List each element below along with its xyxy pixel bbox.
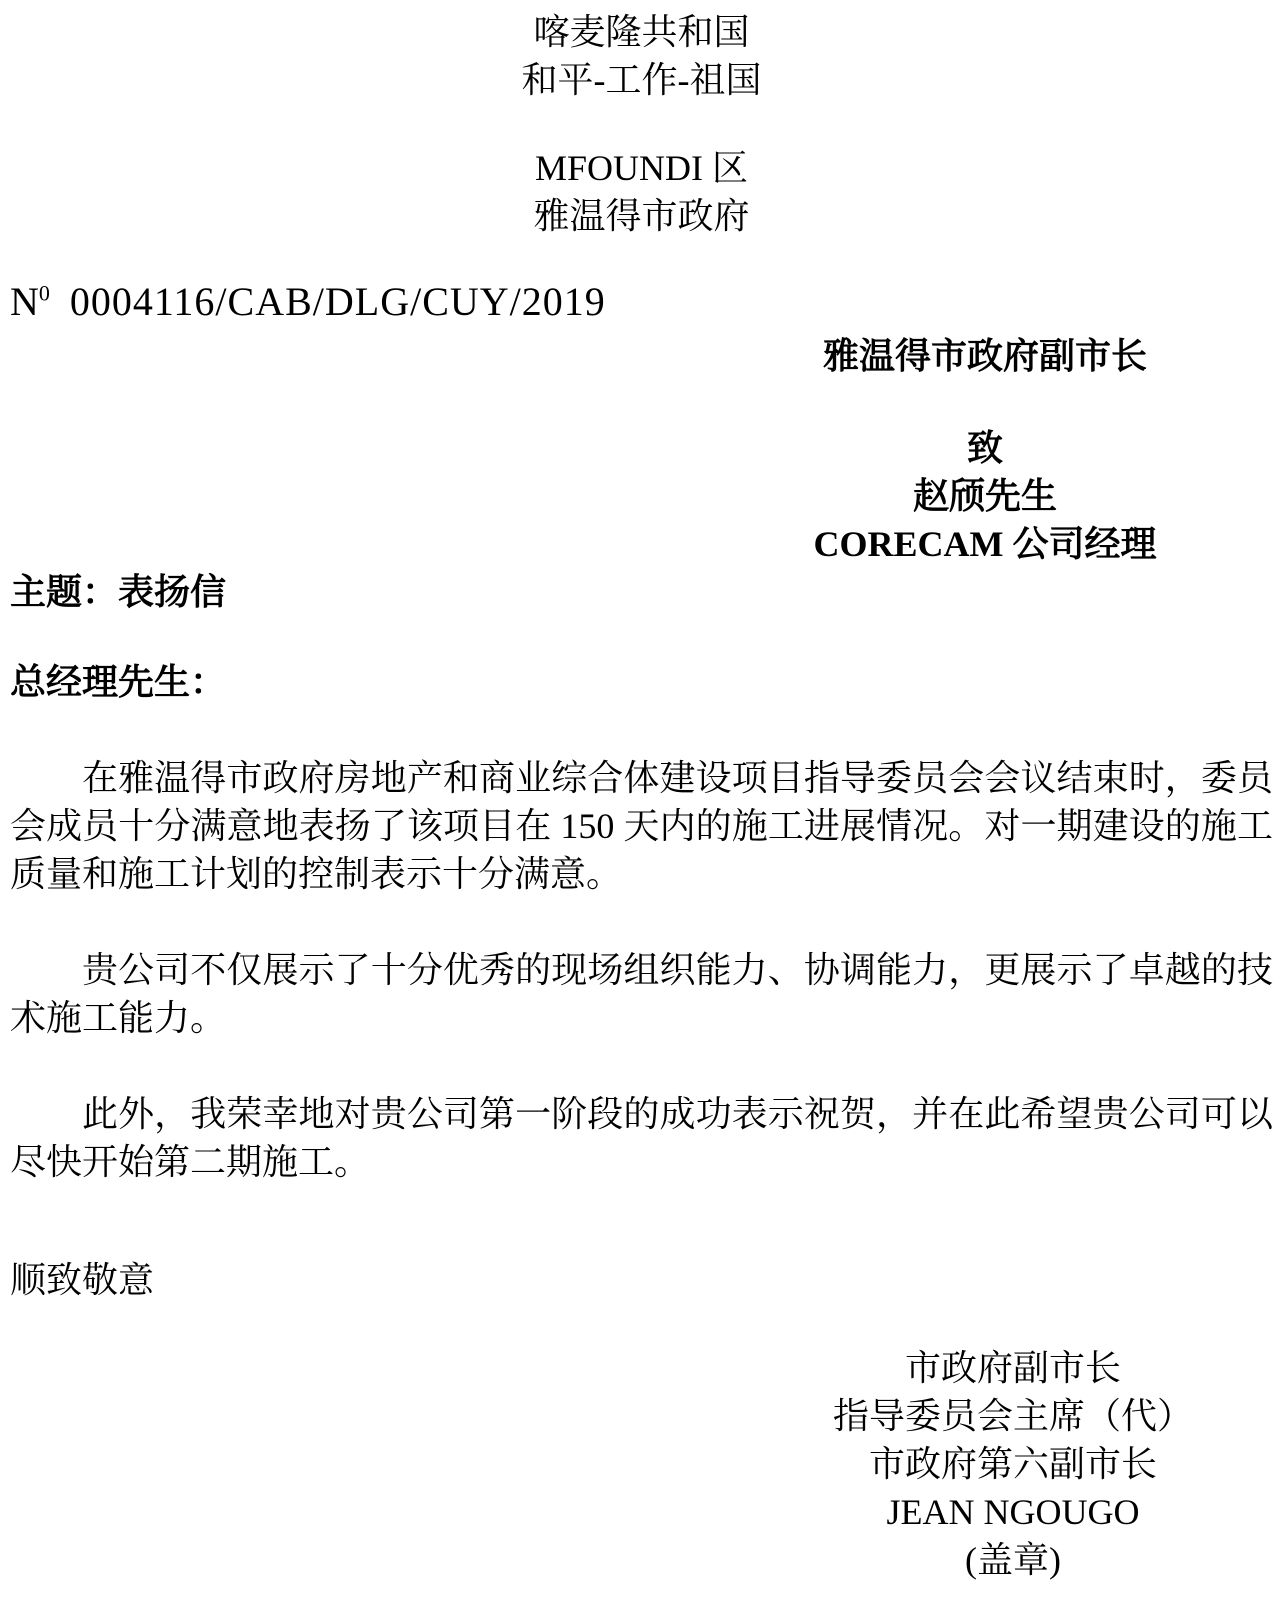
signature-seal-note: (盖章) xyxy=(965,1540,1061,1580)
reference-prefix: N xyxy=(10,279,39,324)
reference-number-value: 0004116/CAB/DLG/CUY/2019 xyxy=(69,279,606,324)
signature-title-sixth-deputy-mayor: 市政府第六副市长 xyxy=(868,1444,1157,1484)
closing-salutation: 顺致敬意 xyxy=(10,1260,155,1300)
letterhead-country: 喀麦隆共和国 xyxy=(533,12,750,52)
recipient-to-label: 致 xyxy=(966,428,1003,468)
reference-superscript: 0 xyxy=(38,280,50,306)
sender-title: 雅温得市政府副市长 xyxy=(822,336,1147,376)
letterhead-city: 雅温得市政府 xyxy=(533,196,750,236)
recipient-block xyxy=(765,332,1205,568)
signature-name: JEAN NGOUGO xyxy=(886,1492,1140,1532)
body-paragraph-1: 在雅温得市政府房地产和商业综合体建设项目指导委员会会议结束时，委员会成员十分满意地表扬了该项目在 150 天内的施工进展情况。对一期建设的施工质量和施工计划的控制表示十分满意。 xyxy=(10,758,1273,894)
letterhead-district: MFOUNDI 区 xyxy=(534,148,748,188)
body-paragraph-3: 此外，我荣幸地对贵公司第一阶段的成功表示祝贺，并在此希望贵公司可以尽快开始第二期施工。 xyxy=(10,1094,1273,1182)
letterhead xyxy=(10,8,1273,240)
signature-block xyxy=(783,1344,1243,1584)
reference-number-line xyxy=(10,278,1273,326)
salutation: 总经理先生： xyxy=(10,662,227,702)
signature-title-steering-committee-chair: 指导委员会主席（代） xyxy=(832,1396,1193,1436)
letterhead-motto: 和平-工作-祖国 xyxy=(521,60,762,100)
recipient-position: CORECAM 公司经理 xyxy=(813,524,1157,564)
signature-title-deputy-mayor: 市政府副市长 xyxy=(904,1348,1121,1388)
recipient-name: 赵颀先生 xyxy=(912,476,1057,516)
body-paragraph-2: 贵公司不仅展示了十分优秀的现场组织能力、协调能力，更展示了卓越的技术施工能力。 xyxy=(10,950,1273,1038)
subject-line: 主题：表扬信 xyxy=(10,572,227,612)
